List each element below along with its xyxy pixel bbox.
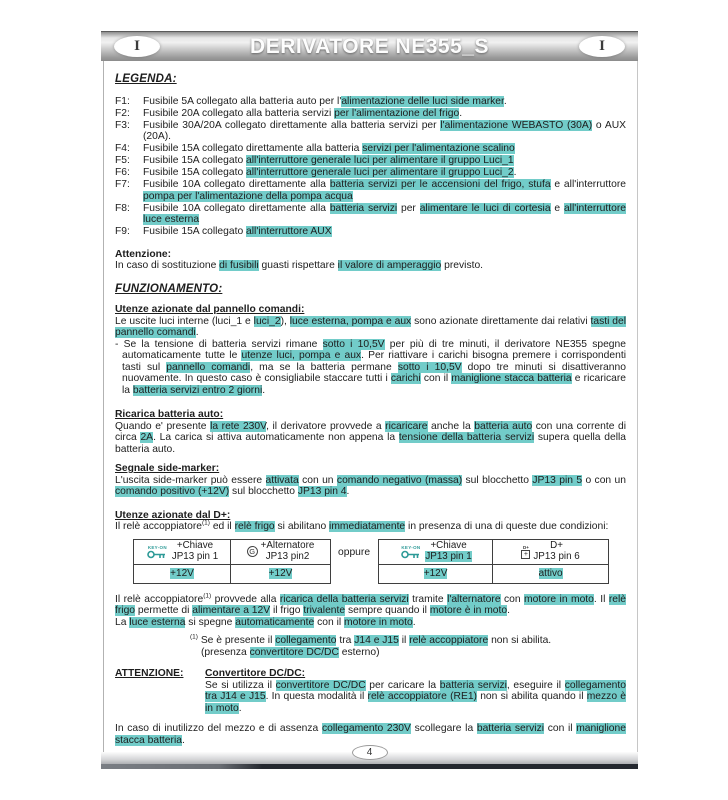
fuse-text: Fusibile 5A collegato alla batteria auto per l'alimentazione delle luci side marker. [143, 95, 507, 107]
fuse-text: Fusibile 15A collegato all'interruttore generale luci per alimentare il gruppo Luci_2. [143, 167, 517, 178]
fuse-label: F9: [115, 226, 130, 237]
dplus-icon: D+ + [522, 544, 529, 558]
dplus-heading: Utenze azionate dal D+: [115, 509, 231, 521]
section-dplus [115, 510, 626, 659]
fuse-item-f1 [115, 96, 626, 108]
fuse-item-f4 [115, 143, 626, 155]
ricarica-body: Quando e' presente la rete 230V, il derivatore provvede a ricaricare anche la batteria auto con una corrente di circa 2A. La carica si attiva automaticamente non appena la tensione della batteria servizi supera quella della batteria auto. [115, 420, 626, 455]
cell-value: +12V [231, 564, 331, 583]
fuse-item-f6 [115, 167, 626, 179]
cell-alternatore [231, 539, 331, 564]
dplus-post-body: Il relè accoppiatore$^{(1)}$ provvede alla ricarica della batteria servizi tramite l'alternatore con motore in moto. Il relè frigo permette di alimentare a 12V il frigo trivalente sempre quando il motore è in moto. [115, 592, 626, 616]
fuse-label: F2: [115, 107, 130, 119]
fuse-label: F8: [115, 202, 130, 214]
cell-chiave [379, 539, 493, 564]
footer-bar [101, 747, 638, 769]
sidemarker-heading: Segnale side-marker: [115, 463, 220, 474]
condition-table-right [378, 539, 609, 584]
section-ricarica [115, 409, 626, 455]
attenzione-dcdc-heading: Convertitore DC/DC: [205, 668, 306, 679]
attenzione-dcdc-label: ATTENZIONE: [115, 668, 184, 679]
key-on-icon: KEY-ON [146, 545, 169, 559]
cell-line: +Chiave [430, 540, 467, 551]
fuse-text: Fusibile 20A collegato alla batteria servizi per l'alimentazione del frigo. [143, 107, 463, 119]
section-sidemarker [115, 463, 626, 498]
fuse-item-f8 [115, 203, 626, 226]
pannello-body-note: - Se la tensione di batteria servizi rimane sotto i 10,5V per più di tre minuti, il derivatore NE355 spegne automaticamente tutte le utenze luci, pompa e aux. Per riattivare i carichi bisogna premere i corrispondenti tasti sul pannello comandi, ma se la batteria permane sotto i 10,5V dopo tre minuti si disattiveranno nuovamente. In questo caso è consigliabile staccare tutti i carichi con il maniglione stacca batteria e ricaricare la batteria servizi entro 2 giorni. [115, 338, 627, 396]
cell-line: D+ [550, 540, 563, 551]
cell-value: +12V [134, 564, 231, 583]
header-left-badge [114, 36, 160, 57]
fuse-item-f3 [115, 120, 626, 143]
cell-chiave [134, 539, 231, 564]
key-on-icon: KEY-ON [399, 545, 422, 559]
fuse-label: F1: [115, 95, 130, 107]
cell-line: +Chiave [176, 540, 214, 551]
fuse-label: F4: [115, 143, 130, 154]
footnote-line2: (presenza convertitore DC/DC esterno) [201, 646, 380, 658]
legenda-heading: LEGENDA: [115, 73, 177, 85]
attenzione-heading: Attenzione: [115, 248, 172, 260]
footnote [190, 635, 626, 658]
attenzione-dcdc-body: Se si utilizza il convertitore DC/DC per caricare la batteria servizi, eseguire il collegamento tra J14 e J15. In questa modalità il relè accoppiatore (RE1) non si abilita quando il mezzo è in moto. [205, 679, 627, 714]
fuse-item-f7 [115, 179, 626, 202]
footnote-line1: $^{(1)}$ Se è presente il collegamento tra J14 e J15 il relè accoppiatore non si abilita. [190, 633, 552, 646]
alternator-icon: G [247, 546, 258, 557]
sidemarker-body: L'uscita side-marker può essere attivata con un comando negativo (massa) sul blocchetto JP13 pin 5 o con un comando positivo (+12V) sul blocchetto JP13 pin 4. [115, 474, 626, 497]
attenzione-body: In caso di sostituzione di fusibili guasti rispettare il valore di amperaggio previsto. [115, 260, 484, 271]
cell-line: JP13 pin 1 [171, 550, 219, 562]
fuse-item-f2 [115, 108, 626, 120]
pannello-body: Le uscite luci interne (luci_1 e luci_2), luce esterna, pompa e aux sono azionate direttamente dai relativi tasti del pannello comandi. [115, 315, 627, 338]
fuse-label: F3: [115, 119, 130, 131]
cell-line: +Alternatore [260, 540, 315, 551]
dplus-post-body2: La luce esterna si spegne automaticamente con il motore in moto. [115, 616, 416, 628]
footer-dark-strip [101, 764, 638, 769]
fuse-text: Fusibile 10A collegato direttamente alla batteria servizi per le accensioni del frigo, stufa e all'interruttore pompa per l'alimentazione della pompa acqua [143, 179, 626, 202]
oppure-label: oppure [338, 546, 371, 558]
dplus-conditions-row [133, 539, 626, 584]
fuse-text: Fusibile 15A collegato direttamente alla batteria servizi per l'alimentazione scalino [143, 143, 515, 154]
section-pannello-comandi [115, 304, 626, 396]
fuse-item-f9 [115, 226, 626, 238]
cell-line: JP13 pin2 [265, 550, 310, 562]
fuse-label: F7: [115, 179, 130, 190]
fuse-label: F6: [115, 167, 130, 178]
section-attenzione-dcdc [115, 668, 626, 714]
page-number: 4 [366, 747, 373, 758]
header-right-badge [579, 36, 625, 57]
cell-line: JP13 pin 1 [425, 550, 472, 562]
cell-value: +12V [379, 564, 493, 583]
fuse-text: Fusibile 15A collegato all'interruttore generale luci per alimentare il gruppo Luci_1 [143, 155, 514, 166]
cell-line: JP13 pin 6 [533, 550, 580, 562]
document-content [103, 61, 638, 752]
pannello-heading: Utenze azionate dal pannello comandi: [115, 304, 305, 315]
fuse-label: F5: [115, 155, 130, 166]
fuse-text: Fusibile 30A/20A collegato direttamente alla batteria servizi per l'alimentazione WEBASTO (30A) o AUX (20A). [143, 119, 626, 142]
header-bar [101, 31, 638, 61]
dplus-post [115, 594, 626, 629]
header-left-badge-letter: I [134, 38, 140, 54]
closing-paragraph: In caso di inutilizzo del mezzo e di assenza collegamento 230V scollegare la batteria servizi con il maniglione stacca batteria. [115, 723, 626, 746]
ricarica-heading: Ricarica batteria auto: [115, 409, 224, 420]
fuse-text: Fusibile 10A collegato direttamente alla batteria servizi per alimentare le luci di cortesia e all'interruttore luce esterna [143, 202, 627, 225]
dplus-intro: Il relè accoppiatore$^{(1)}$ ed il relè frigo si abilitano immediatamente in presenza di una di queste due condizioni: [115, 519, 609, 532]
fuse-list [115, 96, 626, 238]
funzionamento-heading: FUNZIONAMENTO: [115, 282, 223, 295]
attenzione-note [115, 249, 626, 272]
page-number-badge [352, 745, 388, 760]
condition-table-left [133, 539, 331, 584]
page-title: DERIVATORE NE355_S [250, 34, 489, 58]
cell-value: attivo [493, 564, 609, 583]
header-right-badge-letter: I [599, 38, 605, 54]
fuse-text: Fusibile 15A collegato all'interruttore AUX [143, 226, 332, 237]
fuse-item-f5 [115, 155, 626, 167]
cell-dplus [493, 539, 609, 564]
